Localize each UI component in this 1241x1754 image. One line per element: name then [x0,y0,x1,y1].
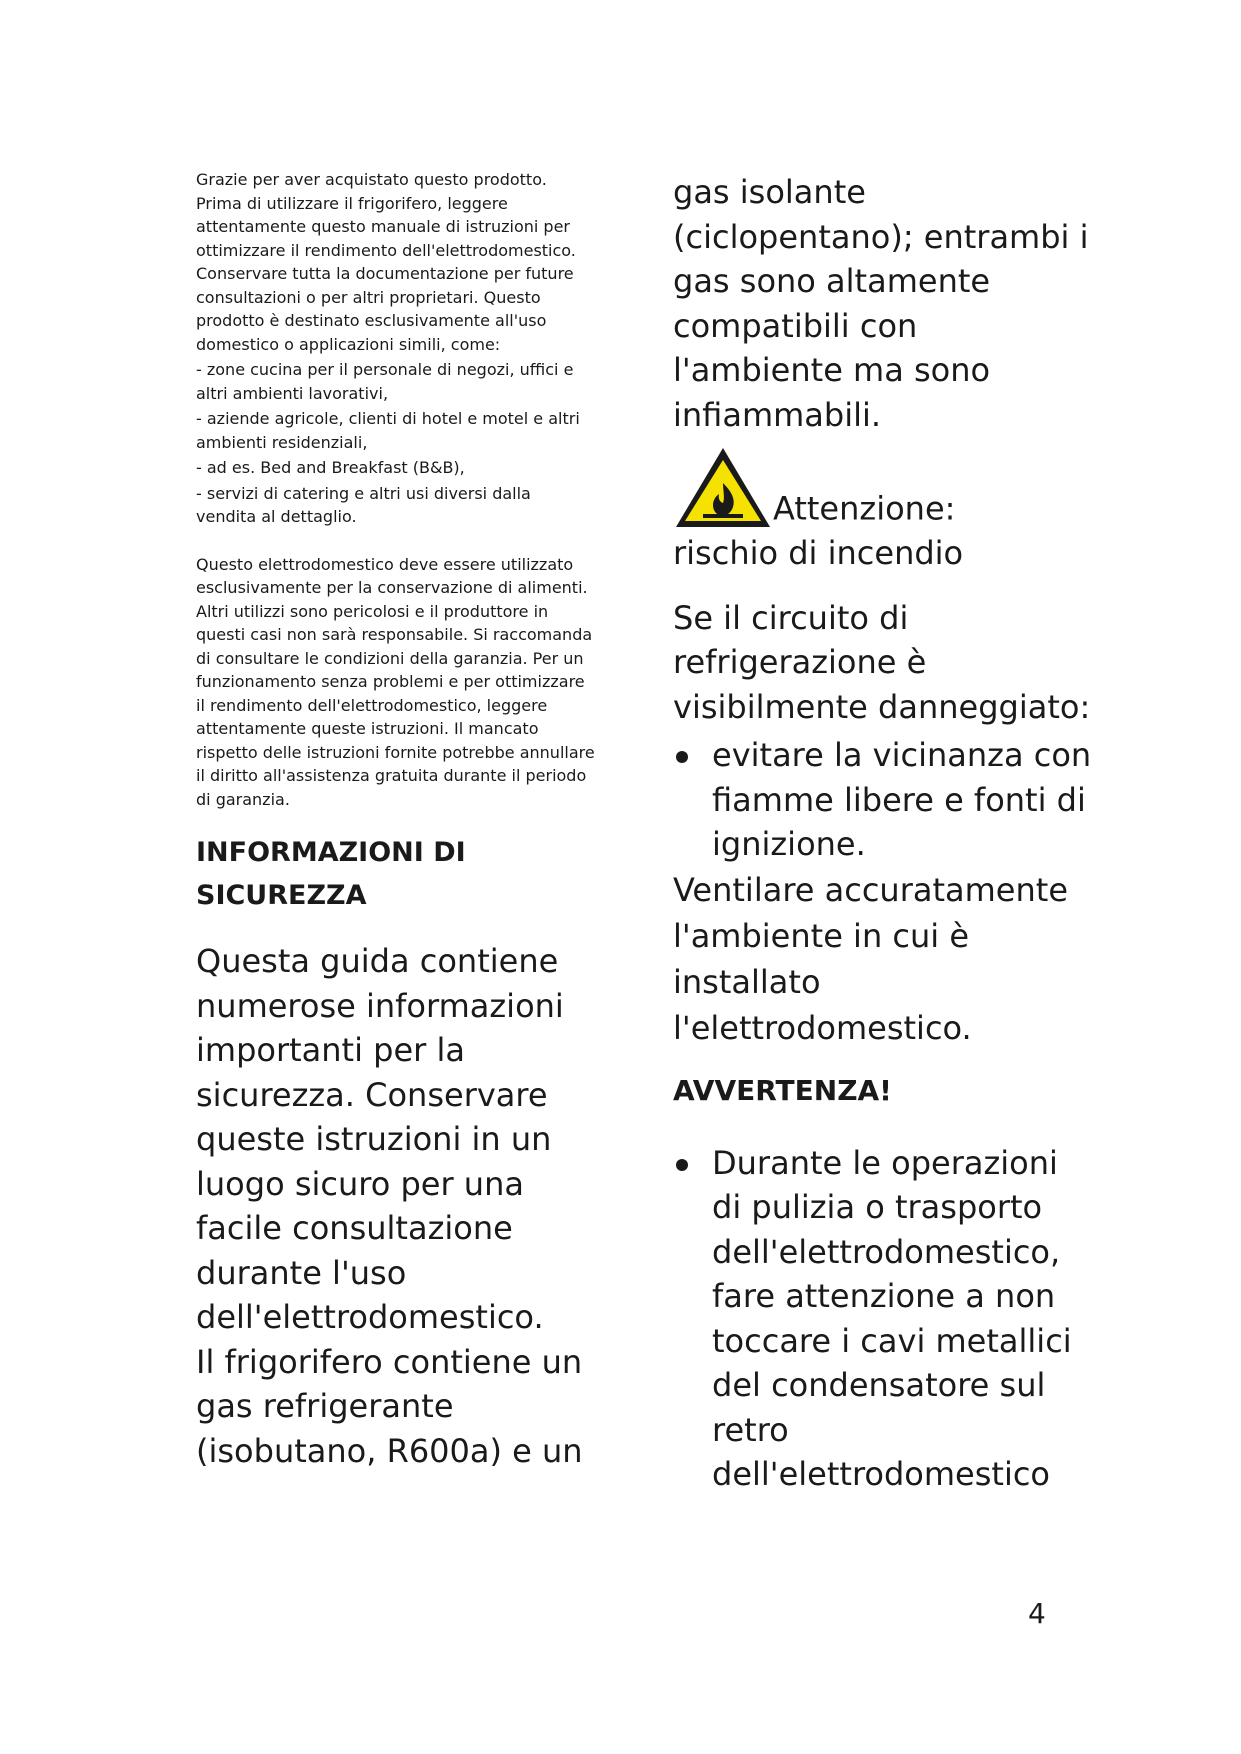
usage-paragraph: Questo elettrodomestico deve essere utilizzato esclusivamente per la conservazione di alimenti. Altri utilizzi sono pericolosi e il produttore in questi casi non sarà responsabile. Si raccomanda di consultare le condizioni della garanzia. Per un funzionamento senza problemi e per ottimizzare il rendimento dell'elettrodomestico, leggere attentamente queste istruzioni. Il mancato rispetto delle istruzioni fornite potrebbe annullare il diritto all'assistenza gratuita durante il periodo di garanzia. [196,554,595,809]
list-item: evitare la vicinanza con fiamme libere e fonti di ignizione. [673,733,1093,867]
left-column [196,168,596,1473]
gas-continuation: gas isolante (ciclopentano); entrambi i gas sono altamente compatibili con l'ambiente ma sono infiammabili. [673,173,1089,434]
paragraph-gap [196,529,596,553]
ventilate-paragraph: Ventilare accuratamente l'ambiente in cui è installato l'elettrodomestico. [673,870,1068,1047]
fire-warning [673,445,1093,531]
avvertenza-heading: AVVERTENZA! [673,1073,892,1107]
usage-list-item: - ad es. Bed and Breakfast (B&B), [196,458,465,477]
fire-warning-title: Attenzione: [773,489,956,528]
usage-list-item: - zone cucina per il personale di negozi, uffici e altri ambienti lavorativi, [196,360,574,403]
safety-paragraph: Questa guida contiene numerose informazioni importanti per la sicurezza. Conservare queste istruzioni in un luogo sicuro per una facile consultazione durante l'uso dell'elettrodomestico. [196,942,564,1336]
fire-warning-text: rischio di incendio [673,534,964,572]
refrigerant-paragraph: Il frigorifero contiene un gas refrigerante (isobutano, R600a) e un [196,1342,583,1470]
avvertenza-list [673,1141,1093,1497]
circuit-list [673,733,1093,867]
usage-list-item: - servizi di catering e altri usi diversi dalla vendita al dettaglio. [196,483,531,526]
safety-heading: INFORMAZIONI DI SICUREZZA [196,837,466,911]
usage-list-item: - aziende agricole, clienti di hotel e motel e altri ambienti residenziali, [196,409,580,452]
safety-body [196,939,596,1473]
list-item: Durante le operazioni di pulizia o trasporto dell'elettrodomestico, fare attenzione a non toccare i cavi metallici del condensatore sul retro dell'elettrodomestico [673,1141,1093,1497]
right-column [673,170,1093,1497]
intro-section [196,168,596,811]
intro-paragraph: Grazie per aver acquistato questo prodotto. Prima di utilizzare il frigorifero, leggere attentamente questo manuale di istruzioni per ottimizzare il rendimento dell'elettrodomestico. Conservare tutta la documentazione per future consultazioni o per altri proprietari. Questo prodotto è destinato esclusivamente all'uso domestico o applicazioni simili, come: [196,170,576,354]
flammable-warning-icon [673,445,773,531]
page-number: 4 [1028,1597,1046,1630]
circuit-paragraph: Se il circuito di refrigerazione è visibilmente danneggiato: [673,598,1091,726]
